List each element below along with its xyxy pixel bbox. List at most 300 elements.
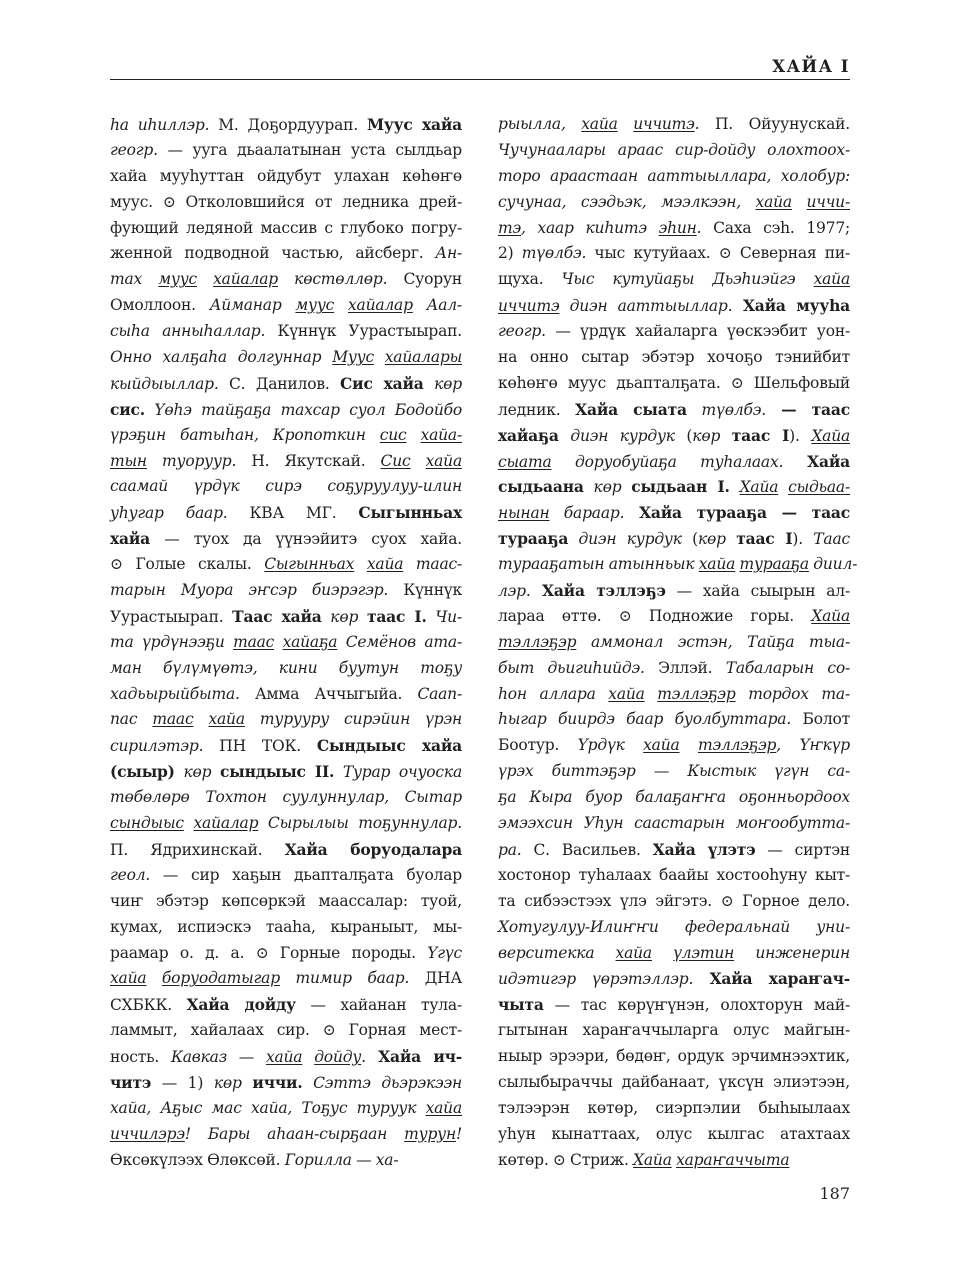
dictionary-column-right xyxy=(498,112,858,1174)
text-run xyxy=(193,710,208,728)
text-run: Семёнов ата- xyxy=(337,632,462,651)
text-run: көстөллөр. xyxy=(277,270,388,289)
text-run: женной подводной частью, айсберг. xyxy=(110,244,436,263)
underlined-example: хайалар xyxy=(347,296,413,315)
text-run: Үгүс xyxy=(427,943,462,962)
text-run xyxy=(407,426,421,444)
text-run: көр xyxy=(174,763,221,782)
text-line xyxy=(110,837,462,863)
text-run: Голые скалы. xyxy=(122,555,265,574)
text-run: бараар. xyxy=(549,504,625,523)
headword: тураaҕа xyxy=(498,529,569,549)
text-line xyxy=(498,889,850,915)
underlined-example: иччилэрэ xyxy=(110,1124,185,1143)
text-line xyxy=(110,707,462,733)
text-line xyxy=(110,682,462,708)
text-run: ). xyxy=(792,530,814,549)
text-line xyxy=(498,112,850,138)
underlined-example: муус xyxy=(158,270,197,289)
text-run: ламмыт, хайалаах сир. xyxy=(110,1021,323,1040)
text-run: верситеккa xyxy=(498,943,616,962)
underlined-example: хайа xyxy=(615,943,652,962)
text-run: тах xyxy=(110,270,159,289)
text-line xyxy=(110,759,462,785)
text-run: Аал- xyxy=(412,296,462,315)
text-run: Сырылыы тоҕуннулар. xyxy=(258,814,462,833)
text-run: Чучунаалары араас сир-дойду олохтоох- xyxy=(498,140,850,159)
text-line xyxy=(110,552,462,578)
text-run: ( xyxy=(686,426,693,445)
text-line xyxy=(110,1148,462,1174)
text-run: Отколовшийся от ледника дрей- xyxy=(175,192,462,211)
headword: сыдьаан I. xyxy=(631,477,730,497)
text-run: — хайанан тула- xyxy=(295,996,462,1015)
underlined-example: хайа xyxy=(110,969,147,988)
text-line xyxy=(498,785,850,811)
underlined-example: хайа xyxy=(608,684,645,703)
text-run: көр xyxy=(423,374,462,393)
text-line xyxy=(110,1018,462,1044)
text-line xyxy=(110,190,462,216)
text-line xyxy=(498,1148,850,1174)
underlined-example: хайа xyxy=(425,1098,462,1117)
text-line xyxy=(498,630,850,656)
headword: Хайа мууһа xyxy=(732,296,850,316)
text-run: Хотугулуу-Илиҥҥи федеральнай уни- xyxy=(498,917,850,936)
headword: хайа xyxy=(110,529,151,549)
text-line xyxy=(498,1070,850,1096)
text-line xyxy=(498,733,850,759)
underlined-example: хайа xyxy=(581,115,618,133)
text-run: туоруур. xyxy=(146,451,237,470)
text-run xyxy=(146,969,162,987)
text-run: диэн ааттыыллар. xyxy=(559,297,733,316)
text-line xyxy=(498,811,850,837)
text-run: диэн курдук xyxy=(568,530,693,549)
underlined-example: хараҥаччыта xyxy=(676,1150,790,1169)
text-run: лэр. xyxy=(498,582,531,601)
underlined-example: боруодатыгар xyxy=(161,969,280,988)
text-run: хайа, Аҕыс мас хайа, Тоҕус туруук xyxy=(110,1098,426,1117)
text-line xyxy=(110,397,462,423)
text-run: Болот xyxy=(791,710,850,729)
text-run xyxy=(302,1048,314,1066)
text-run: фующий ледяной массив с глубоко погру- xyxy=(110,218,462,237)
text-run: һон аллара xyxy=(498,684,609,703)
text-run: на онно сытар эбэтэр хочоҕо тэнийбит xyxy=(498,348,850,367)
text-run: — туох да үүнээйитэ суох хайа. xyxy=(150,530,462,549)
text-line xyxy=(498,267,850,293)
underlined-example: Сыгынньах xyxy=(264,555,355,574)
underlined-example: тэллэҕэр xyxy=(697,736,777,755)
text-run: Чи- xyxy=(426,607,462,626)
text-line xyxy=(498,474,850,500)
text-run: — хайа сыырын ал- xyxy=(665,582,850,601)
underlined-example: таас xyxy=(233,632,275,651)
text-line xyxy=(110,1044,462,1070)
underlined-example: хайа xyxy=(366,555,404,574)
text-run: та үрдүнээҕи xyxy=(110,632,234,651)
bullet-symbol: ⊙ xyxy=(618,606,632,625)
text-line xyxy=(110,164,462,190)
text-line xyxy=(110,500,462,526)
underlined-example: Муус xyxy=(332,348,374,367)
text-run: хайа мууһуттан ойдубут улахан көһөҥө xyxy=(110,166,462,185)
text-run: — ууга дьаалатынан уста сылдьар xyxy=(157,140,462,159)
underlined-example: хайалар xyxy=(193,814,259,833)
text-run: көр xyxy=(692,426,732,445)
text-run: ман бүлүмүөтэ, кини буутун тоҕу xyxy=(110,658,462,677)
headword: таас I xyxy=(736,529,793,549)
text-run: көр xyxy=(583,478,632,497)
text-line xyxy=(110,992,462,1018)
text-run: һыгар биирдэ баар буолбуттара. xyxy=(498,710,792,729)
text-line xyxy=(498,1044,850,1070)
underlined-example: Хайа xyxy=(811,606,850,625)
bullet-symbol: ⊙ xyxy=(718,244,732,263)
text-line xyxy=(110,423,462,449)
headword: Муус хайа xyxy=(366,115,462,134)
headword: — таас xyxy=(765,399,850,419)
text-line xyxy=(498,526,850,552)
text-run: — сир хаҕын дьапталҕата буолар xyxy=(150,865,462,884)
text-run: ! xyxy=(455,1124,462,1143)
text-run: уһун кынаттаах, олус кылгас атахтаах xyxy=(498,1124,850,1143)
text-run: щуха. xyxy=(498,270,562,289)
text-run: Табаларын со- xyxy=(725,658,851,677)
text-run: Турар очуоска xyxy=(334,763,462,782)
text-run: Горная мест- xyxy=(335,1021,462,1040)
text-run: рыылла, xyxy=(498,115,582,133)
headword: сындыыс II. xyxy=(220,762,335,782)
text-run: торо араастаан ааттыыллара, холобур: xyxy=(498,166,850,185)
text-run: Эллэй. xyxy=(644,658,726,677)
text-line xyxy=(110,966,462,992)
underlined-example: хайа- xyxy=(420,425,463,444)
text-line xyxy=(110,630,462,656)
text-run xyxy=(334,296,348,314)
text-line xyxy=(498,138,850,164)
text-run: ныыр эрээри, бөдөҥ, ордук эрчимнээхтик, xyxy=(498,1047,850,1066)
text-line xyxy=(498,759,850,785)
text-run: С. Данилов. xyxy=(218,374,341,393)
text-run: раамар о. д. а. xyxy=(110,943,256,962)
headword: читэ xyxy=(110,1072,152,1092)
text-run: доруобуйаҕа туһалаах. xyxy=(551,452,784,471)
text-line xyxy=(110,319,462,345)
text-line xyxy=(498,1096,850,1122)
text-run xyxy=(778,478,788,496)
underlined-example: хайалар xyxy=(213,270,278,289)
text-line xyxy=(110,241,462,267)
headword: сис. xyxy=(110,399,145,419)
text-line xyxy=(110,578,462,604)
text-run: тордох та- xyxy=(735,684,851,703)
text-run: Күннүк Уурастыырап. xyxy=(265,322,462,341)
text-line xyxy=(498,164,850,190)
text-line xyxy=(110,526,462,552)
text-run: тимир баар. xyxy=(279,969,410,988)
text-run: көһөҥө муус дьапталҕата. xyxy=(498,373,731,392)
text-line xyxy=(110,811,462,837)
text-line xyxy=(110,138,462,164)
text-run: ность. xyxy=(110,1048,171,1067)
dictionary-column-left xyxy=(110,112,462,1174)
text-line xyxy=(498,500,850,526)
text-run xyxy=(792,193,807,211)
text-run: П. Ойуунускай. xyxy=(699,115,850,133)
headword: сыдьаана xyxy=(498,477,584,497)
headword: Хайа боруодалара xyxy=(284,839,462,859)
text-run xyxy=(618,115,634,133)
text-run: саамай үрдүк сирэ соҕуруулуу-илин xyxy=(110,477,462,496)
underlined-example: дойду xyxy=(314,1048,362,1067)
bullet-symbol: ⊙ xyxy=(322,1021,336,1040)
headword: Сындыыс хайа xyxy=(316,736,462,756)
underlined-example: үлэтин xyxy=(673,943,735,962)
text-run: — 1) xyxy=(151,1073,214,1092)
headword: таас I. xyxy=(366,606,427,626)
underlined-example: тэллэҕэр xyxy=(657,684,736,703)
underlined-example: хайа xyxy=(265,1048,303,1067)
text-run: диил- xyxy=(808,555,858,574)
text-line xyxy=(498,449,850,475)
underlined-example: муус xyxy=(295,296,335,315)
text-run: — сиртэн xyxy=(755,840,850,859)
headword: Хайа дойду xyxy=(186,995,296,1015)
text-line xyxy=(498,345,850,371)
text-run: Суорун xyxy=(387,270,463,289)
text-run xyxy=(274,633,282,651)
text-run: гытынан хараҥаччыларга олус майгын- xyxy=(498,1021,850,1040)
text-line xyxy=(498,941,850,967)
bullet-symbol: ⊙ xyxy=(720,891,734,910)
text-line xyxy=(110,216,462,242)
underlined-example: хайа xyxy=(755,192,792,211)
text-run: хостонор туһалаах баайы хостооһуну кыт- xyxy=(498,865,850,884)
underlined-example: тын xyxy=(110,451,147,470)
text-run xyxy=(197,270,213,288)
text-run: Горное дело. xyxy=(733,891,850,910)
text-run: Айманар xyxy=(209,296,296,315)
text-run: Онно халҕаһа долгуннар xyxy=(110,348,333,367)
underlined-example: иччитэ xyxy=(633,115,695,133)
text-run: геогр. xyxy=(110,140,158,159)
text-line xyxy=(110,785,462,811)
underlined-example: сис xyxy=(379,425,407,444)
text-line xyxy=(498,371,850,397)
text-run: ра. xyxy=(498,840,522,859)
text-run: түөлбэ. xyxy=(686,400,766,419)
text-run: Саап- xyxy=(417,684,462,703)
text-run: Уурастыырап. xyxy=(110,607,233,626)
text-run: Саха сэһ. 1977; xyxy=(701,218,850,237)
text-run: Кавказ — xyxy=(170,1048,266,1067)
underlined-example: хайа xyxy=(208,710,245,729)
text-run xyxy=(354,555,367,573)
underlined-example: тэллэҕэр xyxy=(498,632,577,651)
text-run: диэн курдук xyxy=(558,426,687,445)
underlined-example: нынан xyxy=(498,504,550,523)
text-run: Чыс кутуйаҕы Дьэһиэйгэ xyxy=(561,270,814,289)
text-run xyxy=(680,736,698,754)
bullet-symbol: ⊙ xyxy=(552,1150,566,1169)
text-run: үрэҕин батыһан, Кропоткин xyxy=(110,425,380,444)
text-run: М. Доҕордуурап. xyxy=(209,116,367,134)
text-line xyxy=(498,966,850,992)
text-run: сылыбыраччы дайбанаат, үксүн элиэтээн, xyxy=(498,1072,850,1091)
text-run: Өксөкүлээх Өлөксөй. xyxy=(110,1150,285,1169)
text-run: һа иһиллэр. xyxy=(110,116,210,134)
underlined-example: Хайа xyxy=(811,426,851,445)
text-run: төбөлөрө Тохтон суулуннулар, Сытар xyxy=(110,788,462,807)
text-run: Боотур. xyxy=(498,736,578,755)
text-line xyxy=(110,267,462,293)
text-run: көр xyxy=(321,607,367,626)
text-run: сучунаа, сээдьэк, мээлкээн, xyxy=(498,192,756,211)
text-run: Горные породы. xyxy=(268,943,428,962)
text-line xyxy=(498,423,850,449)
text-run: кыйдыыллар. xyxy=(110,374,219,393)
text-line xyxy=(498,397,850,423)
text-line xyxy=(110,293,462,319)
text-run: Омоллоон. xyxy=(110,296,210,315)
text-run: түөлбэ. xyxy=(521,244,587,263)
headword: Сыгынньах xyxy=(358,503,462,523)
text-run: , Үҥкүр xyxy=(776,736,850,755)
headword: (сыыр) xyxy=(110,762,175,782)
underlined-example: сындыыс xyxy=(110,814,184,833)
text-line xyxy=(110,474,462,500)
text-run: сирилэтэр. xyxy=(110,737,204,756)
text-line xyxy=(498,241,850,267)
text-run: — үрдүк хайаларга үөскээбит уон- xyxy=(545,322,850,341)
underlined-example: тэ xyxy=(498,218,521,237)
text-run: уһугар баар. xyxy=(110,504,228,523)
text-run: чыс кутуйаах. xyxy=(586,244,719,263)
text-run: көр xyxy=(697,530,737,549)
text-run: ). xyxy=(789,426,812,445)
text-line xyxy=(110,1070,462,1096)
bullet-symbol: ⊙ xyxy=(110,555,123,574)
text-line xyxy=(498,552,858,578)
text-run: Н. Якутскай. xyxy=(236,451,381,470)
underlined-example: Сис xyxy=(380,451,411,470)
text-run: П. Ядрихинскай. xyxy=(110,840,285,859)
text-line xyxy=(498,837,850,863)
text-run xyxy=(374,348,385,366)
text-line xyxy=(498,1018,850,1044)
text-run xyxy=(652,944,673,962)
text-run: ПН ТОК. xyxy=(203,737,317,756)
underlined-example: тураaҕа xyxy=(739,555,809,574)
headword: Хайа ич- xyxy=(365,1047,462,1067)
text-run: Стриж. xyxy=(565,1150,634,1169)
header-rule xyxy=(110,79,850,80)
text-line xyxy=(110,915,462,941)
text-run: Подножие горы. xyxy=(631,606,812,625)
text-run: тэлээрэн көтөр, сиэрпэлии быһыылаах xyxy=(498,1098,850,1117)
text-run: эмээхсин Уһун саастарын моҥообутта- xyxy=(498,814,850,833)
text-line xyxy=(110,1122,462,1148)
text-run: , хаар киһитэ xyxy=(520,218,659,237)
headword: Хайа xyxy=(783,451,850,471)
text-line xyxy=(498,707,850,733)
text-run: хадьырыйбыта. xyxy=(110,684,240,703)
bullet-symbol: ⊙ xyxy=(162,192,176,211)
text-line xyxy=(110,345,462,371)
text-run: — тас көрүҥүнэн, олохторун май- xyxy=(543,996,850,1015)
underlined-example: сыдьаа- xyxy=(788,478,850,497)
text-run: ! Бары аһаан-сырҕаан xyxy=(184,1124,405,1143)
headword: Таас хайа xyxy=(232,606,322,626)
text-line xyxy=(110,941,462,967)
text-run: Үрдүк xyxy=(577,736,644,755)
underlined-example: хайа xyxy=(698,555,736,574)
underlined-example: иччитэ xyxy=(498,297,560,316)
headword: таас I xyxy=(731,425,790,445)
text-line xyxy=(110,604,462,630)
text-line xyxy=(110,1096,462,1122)
text-run: Горилла — ха- xyxy=(284,1150,399,1169)
text-run: . xyxy=(694,115,700,133)
text-run: геогр. xyxy=(498,322,546,341)
underlined-example: хайаҕа xyxy=(282,632,338,651)
text-line xyxy=(498,1122,850,1148)
bullet-symbol: ⊙ xyxy=(730,373,744,392)
text-run: геол. xyxy=(110,865,151,884)
text-line xyxy=(498,863,850,889)
text-run xyxy=(645,685,658,703)
text-run: С. Васильев. xyxy=(521,840,653,859)
text-run xyxy=(410,452,425,470)
text-line xyxy=(110,656,462,682)
text-run: та сибээстээх үлэ эйгэтэ. xyxy=(498,891,721,910)
text-line xyxy=(498,915,850,941)
text-run: Северная пи- xyxy=(731,244,850,263)
text-run: үрэх биттэҕэр — Кыстык үгүн са- xyxy=(498,762,850,781)
text-run: быт дьигиһийдэ. xyxy=(498,658,645,677)
text-run: тарын Муора эҥсэр биэрэгэр. xyxy=(110,581,389,600)
text-run: СХБКК. xyxy=(110,996,187,1015)
text-run: көтөр. xyxy=(498,1150,553,1169)
headword: Хайа тэллэҕэ xyxy=(530,581,666,601)
text-run: ДНА xyxy=(409,969,462,988)
text-run: муус. xyxy=(110,192,163,211)
text-line xyxy=(498,578,850,604)
text-run: . xyxy=(361,1048,366,1067)
underlined-example: иччи- xyxy=(806,192,850,211)
text-run: идэтигэр үөрэтэллэр. xyxy=(498,970,694,989)
text-line xyxy=(498,604,850,630)
text-line xyxy=(110,112,462,138)
text-line xyxy=(498,293,850,319)
headword: Хайа тураaҕа — таас xyxy=(624,503,850,523)
headword: Сис хайа xyxy=(340,373,424,393)
text-run: Сэттэ дьэрэкээн xyxy=(302,1073,462,1092)
text-line xyxy=(110,733,462,759)
text-run: Амма Аччыгыйа. xyxy=(239,684,418,703)
text-run: лараа өттө. xyxy=(498,606,619,625)
text-run: тураaҕатын атынньык xyxy=(498,555,699,574)
text-run: сыһа анныһаллар. xyxy=(110,322,266,341)
headword: иччи. xyxy=(252,1072,303,1092)
text-line xyxy=(498,656,850,682)
text-line xyxy=(498,216,850,242)
text-run: турууру сирэйин үрэн xyxy=(244,710,463,729)
underlined-example: хайалары xyxy=(384,348,463,367)
headword: чыта xyxy=(498,995,544,1015)
